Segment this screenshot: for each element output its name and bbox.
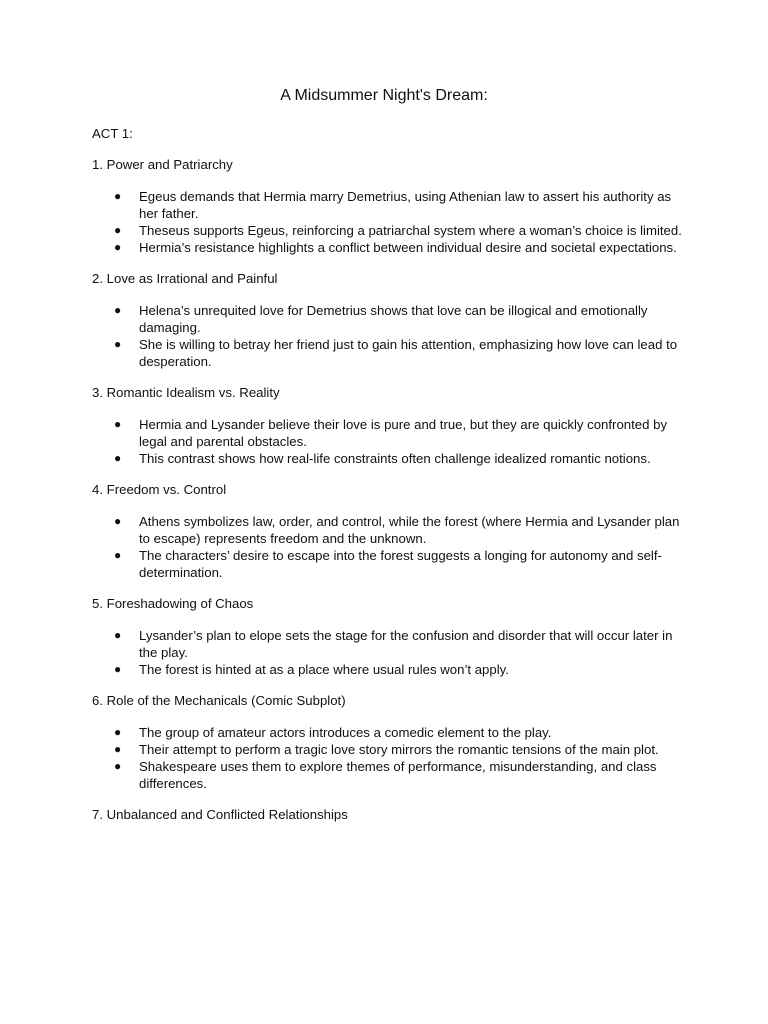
document-title: A Midsummer Night's Dream:: [280, 87, 488, 104]
section: [92, 270, 682, 370]
section-heading: 1. Power and Patriarchy: [92, 157, 233, 172]
bullet-text: This contrast shows how real-life constraints often challenge idealized romantic notions.: [139, 451, 651, 466]
bullet-text: Lysander’s plan to elope sets the stage for the confusion and disorder that will occur later in the play.: [139, 628, 673, 660]
section: [92, 156, 682, 256]
section: [92, 384, 682, 467]
bullet-dot-icon: ●: [114, 628, 122, 642]
bullet-list: [92, 513, 682, 581]
bullet-item: [92, 724, 682, 741]
bullet-dot-icon: ●: [114, 662, 122, 676]
bullet-text: Helena’s unrequited love for Demetrius shows that love can be illogical and emotionally damaging.: [139, 303, 648, 335]
bullet-text: She is willing to betray her friend just to gain his attention, emphasizing how love can lead to desperation.: [139, 337, 678, 369]
bullet-text: Shakespeare uses them to explore themes of performance, misunderstanding, and class differences.: [139, 759, 657, 791]
document-body: [92, 125, 682, 838]
sections-container: [92, 156, 682, 823]
section: [92, 692, 682, 792]
bullet-item: [92, 416, 682, 450]
bullet-text: The group of amateur actors introduces a comedic element to the play.: [139, 725, 552, 740]
bullet-dot-icon: ●: [114, 759, 122, 773]
bullet-dot-icon: ●: [114, 303, 122, 317]
bullet-text: Athens symbolizes law, order, and control, while the forest (where Hermia and Lysander plan to escape) represents freedom and the unknown.: [139, 514, 680, 546]
bullet-list: [92, 724, 682, 792]
bullet-dot-icon: ●: [114, 548, 122, 562]
bullet-item: [92, 758, 682, 792]
section-heading: 6. Role of the Mechanicals (Comic Subplot): [92, 693, 346, 708]
bullet-item: [92, 513, 682, 547]
bullet-item: [92, 627, 682, 661]
bullet-item: [92, 222, 682, 239]
bullet-dot-icon: ●: [114, 240, 122, 254]
section-heading: 5. Foreshadowing of Chaos: [92, 596, 254, 611]
bullet-dot-icon: ●: [114, 451, 122, 465]
section-heading: 7. Unbalanced and Conflicted Relationships: [92, 807, 348, 822]
section-heading: 2. Love as Irrational and Painful: [92, 271, 278, 286]
bullet-item: [92, 239, 682, 256]
bullet-list: [92, 416, 682, 467]
bullet-item: [92, 661, 682, 678]
bullet-text: The characters’ desire to escape into the forest suggests a longing for autonomy and self-determination.: [139, 548, 662, 580]
bullet-item: [92, 188, 682, 222]
section: [92, 806, 682, 823]
bullet-dot-icon: ●: [114, 725, 122, 739]
bullet-dot-icon: ●: [114, 417, 122, 431]
bullet-item: [92, 741, 682, 758]
bullet-dot-icon: ●: [114, 742, 122, 756]
bullet-text: Their attempt to perform a tragic love story mirrors the romantic tensions of the main plot.: [139, 742, 659, 757]
bullet-list: [92, 627, 682, 678]
bullet-dot-icon: ●: [114, 514, 122, 528]
bullet-list: [92, 302, 682, 370]
bullet-item: [92, 547, 682, 581]
section: [92, 595, 682, 678]
bullet-item: [92, 336, 682, 370]
bullet-text: Hermia and Lysander believe their love is pure and true, but they are quickly confronted by legal and parental obstacles.: [139, 417, 668, 449]
bullet-item: [92, 302, 682, 336]
section-heading: 4. Freedom vs. Control: [92, 482, 227, 497]
bullet-dot-icon: ●: [114, 337, 122, 351]
section: [92, 481, 682, 581]
bullet-text: Egeus demands that Hermia marry Demetrius, using Athenian law to assert his authority as her father.: [139, 189, 672, 221]
bullet-dot-icon: ●: [114, 223, 122, 237]
section-heading: 3. Romantic Idealism vs. Reality: [92, 385, 280, 400]
bullet-text: Hermia’s resistance highlights a conflict between individual desire and societal expectations.: [139, 240, 677, 255]
bullet-text: Theseus supports Egeus, reinforcing a patriarchal system where a woman’s choice is limited.: [139, 223, 682, 238]
act-label: ACT 1:: [92, 126, 133, 141]
bullet-item: [92, 450, 682, 467]
bullet-dot-icon: ●: [114, 189, 122, 203]
bullet-list: [92, 188, 682, 256]
bullet-text: The forest is hinted at as a place where usual rules won’t apply.: [139, 662, 509, 677]
